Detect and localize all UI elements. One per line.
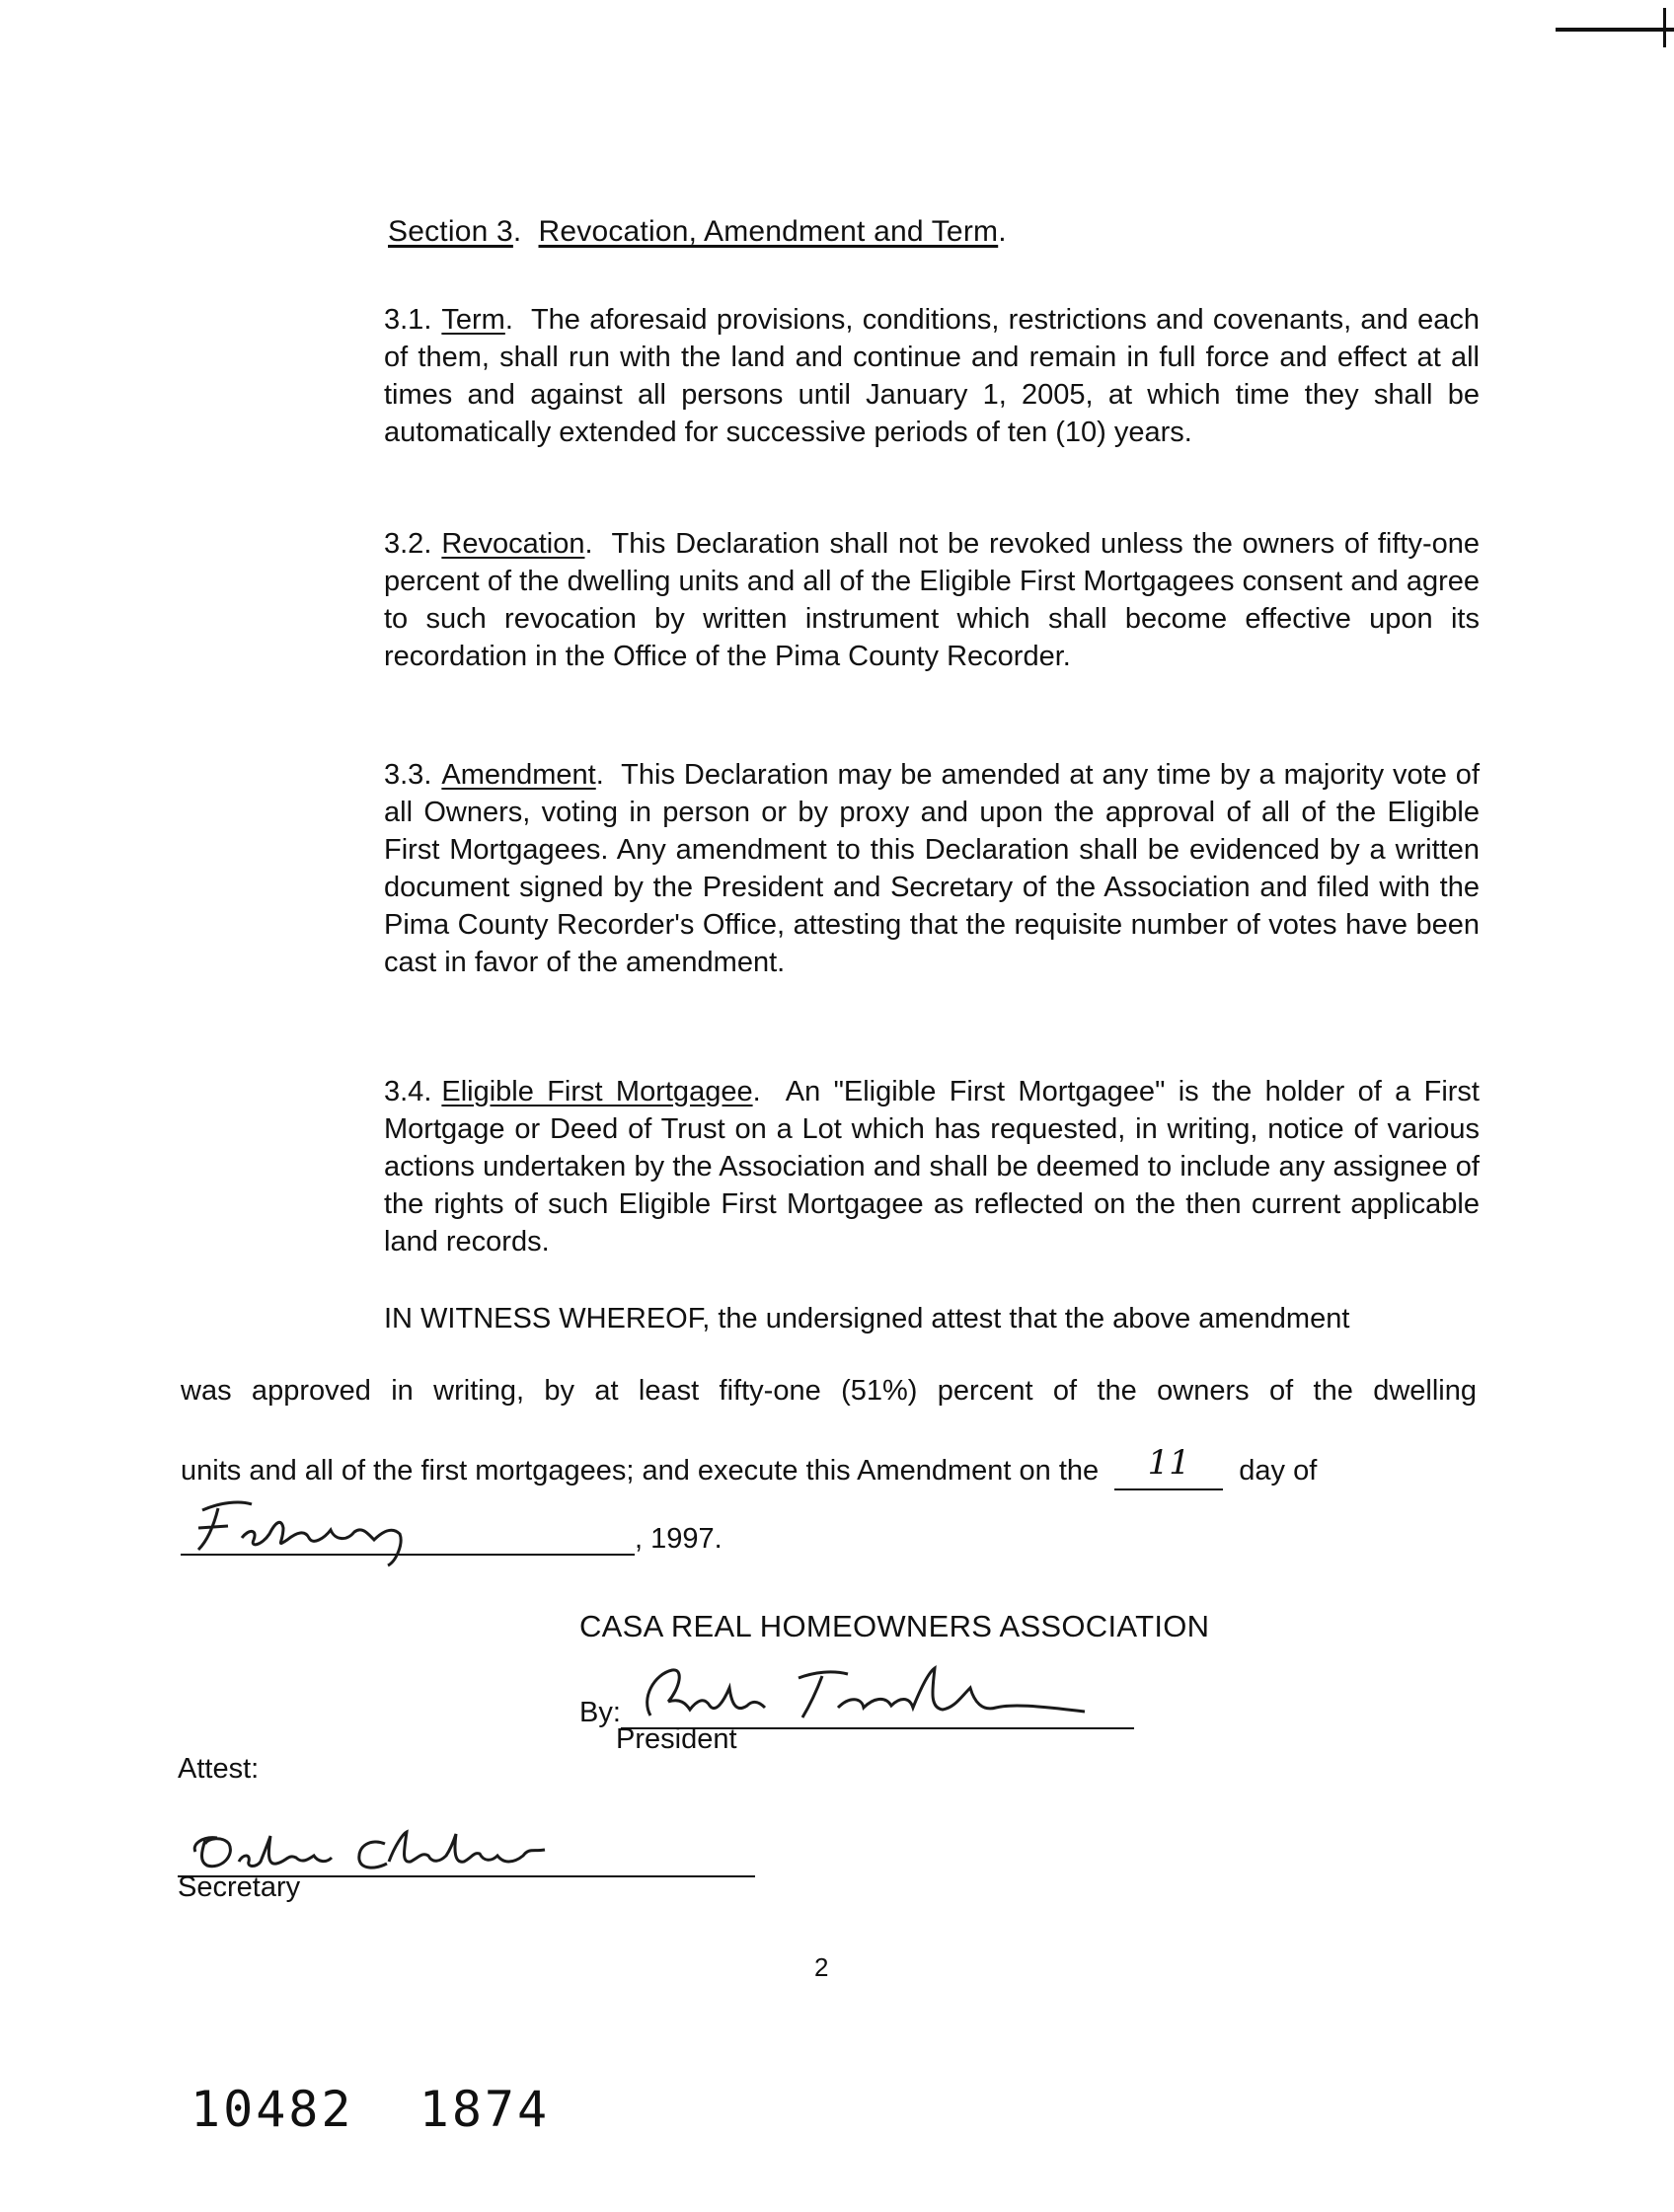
section-title: Revocation, Amendment and Term <box>538 215 999 248</box>
paragraph-3-2: 3.2. Revocation. This Declaration shall not be revoked unless the owners of fifty-one percent of the dwelling units and all of the Eligible First Mortgagees consent and agree to such revocation by written instrument which shall become effective upon its recordation in the Office of the Pima County Recorder. <box>384 528 1480 672</box>
by-label: By: <box>579 1697 621 1728</box>
month-blank <box>181 1510 635 1556</box>
paragraph-text: This Declaration may be amended at any time by a majority vote of all Owners, voting in person or by proxy and upon the approval of all of the Eligible First Mortgagees. Any amendment to this Declaration shall be evidenced by a written document signed by the President and Secretary of the Association and filed with the Pima County Recorder's Office, attesting that the requisite number of votes have been cast in favor of the amendment. <box>384 759 1480 978</box>
paragraph-number: 3.2. <box>384 528 432 560</box>
paragraph-3-3: 3.3. Amendment. This Declaration may be amended at any time by a majority vote of all Owners, voting in person or by proxy and upon the approval of all of the Eligible First Mortgagees. Any amendment to this Declaration shall be evidenced by a written document signed by the President and Secretary of the Association and filed with the Pima County Recorder's Office, attesting that the requisite number of votes have been cast in favor of the amendment. <box>384 759 1480 978</box>
paragraph-text: This Declaration shall not be revoked unless the owners of fifty-one percent of the dwelling units and all of the Eligible First Mortgagees consent and agree to such revocation by written instrument which shall become effective upon its recordation in the Office of the Pima County Recorder. <box>384 528 1480 672</box>
handwritten-month-signature <box>181 1488 457 1567</box>
paragraph-label: Amendment <box>441 759 596 791</box>
association-name: CASA REAL HOMEOWNERS ASSOCIATION <box>579 1609 1210 1643</box>
paragraph-3-4: 3.4. Eligible First Mortgagee. An "Eligible First Mortgagee" is the holder of a First Mortgage or Deed of Trust on a Lot which has requested, in writing, notice of various actions undertaken by the Association and shall be deemed to include any assignee of the rights of such Eligible First Mortgagee as reflected on the then current applicable land records. <box>384 1076 1480 1258</box>
scan-corner-mark <box>1556 28 1674 32</box>
attest-label: Attest: <box>178 1753 260 1785</box>
witness-line-3-text: units and all of the first mortgagees; and execute this Amendment on the <box>181 1455 1100 1487</box>
section-heading: Section 3. Revocation, Amendment and Term. <box>388 215 1007 248</box>
recording-number: 10482 1874 <box>190 2081 551 2138</box>
secretary-title: Secretary <box>178 1871 301 1903</box>
president-title: President <box>616 1723 737 1755</box>
paragraph-label: Revocation <box>441 528 585 560</box>
witness-line-3-end: day of <box>1239 1455 1318 1487</box>
paragraph-text: An "Eligible First Mortgagee" is the holder of a First Mortgage or Deed of Trust on a Lot which has requested, in writing, notice of various actions undertaken by the Association and shall be deemed to include any assignee of the rights of such Eligible First Mortgagee as reflected on the then current applicable land records. <box>384 1076 1480 1258</box>
year-text: , 1997. <box>635 1523 723 1555</box>
paragraph-label: Eligible First Mortgagee <box>441 1076 753 1107</box>
paragraph-text: The aforesaid provisions, conditions, restrictions and covenants, and each of them, shall run with the land and continue and remain in full force and effect at all times and against all persons until January 1, 2005, at which time they shall be automatically extended for successive periods of ten (10) years. <box>384 304 1480 448</box>
section-label: Section 3 <box>388 215 513 248</box>
paragraph-number: 3.3. <box>384 759 432 791</box>
page-number: 2 <box>814 1952 829 1982</box>
scan-corner-tick <box>1663 8 1666 47</box>
paragraph-number: 3.4. <box>384 1076 432 1107</box>
paragraph-number: 3.1. <box>384 304 432 336</box>
witness-line-2: was approved in writing, by at least fifty-one (51%) percent of the owners of the dwelling <box>181 1375 1477 1407</box>
witness-line-3 <box>181 1443 1318 1490</box>
handwritten-day: 11 <box>1147 1443 1190 1483</box>
president-signature <box>621 1658 1134 1727</box>
witness-line-1: IN WITNESS WHEREOF, the undersigned attest that the above amendment <box>384 1303 1350 1335</box>
day-blank <box>1114 1443 1223 1490</box>
paragraph-3-1: 3.1. Term. The aforesaid provisions, conditions, restrictions and covenants, and each of them, shall run with the land and continue and remain in full force and effect at all times and against all persons until January 1, 2005, at which time they shall be automatically extended for successive periods of ten (10) years. <box>384 304 1480 448</box>
date-line <box>181 1510 723 1556</box>
secretary-signature-line <box>178 1830 755 1877</box>
paragraph-label: Term <box>441 304 505 336</box>
